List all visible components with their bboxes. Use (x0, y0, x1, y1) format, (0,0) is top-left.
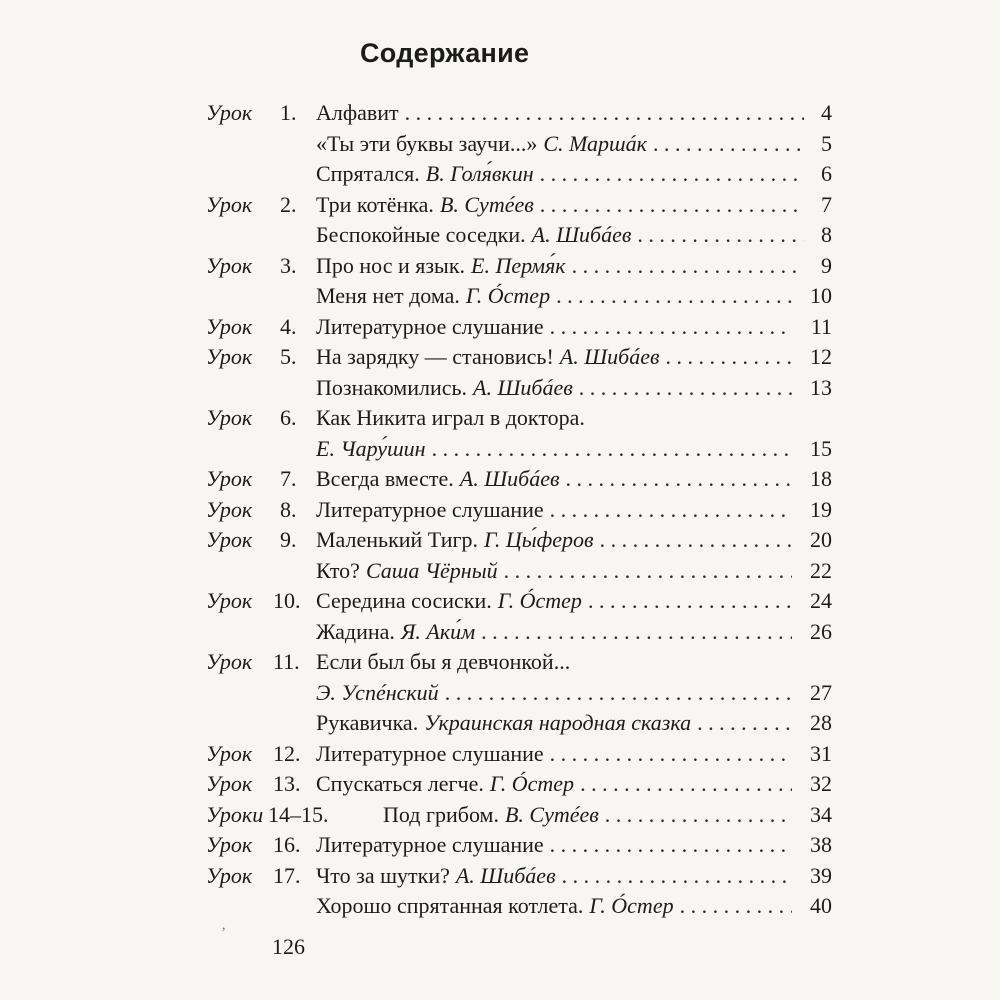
work-title: Как Никита играл в доктора. (316, 405, 585, 430)
work-title: Спрятался. (316, 161, 420, 186)
lesson-label: Урок (206, 466, 253, 491)
leader-dots (697, 708, 792, 739)
toc-entry (0, 800, 1000, 831)
leader-dots (579, 373, 792, 404)
lesson-number: 3. (280, 252, 297, 278)
leader-dots (481, 617, 792, 648)
work-title: Про нос и язык. (316, 252, 466, 278)
work-title: Алфавит (316, 100, 399, 125)
leader-dots (572, 251, 804, 282)
work-title: Познакомились. (316, 374, 468, 400)
leader-dots (556, 281, 792, 312)
lesson-label: Урок (206, 588, 253, 613)
leader-dots (566, 464, 792, 495)
lesson-label: Урок (206, 771, 253, 796)
work-title: Рукавичка. (316, 710, 419, 735)
toc-entry (0, 190, 1000, 221)
entry-text (316, 251, 804, 282)
work-title: Кто? (316, 557, 360, 583)
lesson-number: 12. (273, 740, 301, 766)
leader-dots (653, 129, 804, 160)
work-author: В. Сутéев (439, 191, 534, 217)
work-title: Хорошо спрятанная котлета. (316, 893, 584, 918)
toc-entry (0, 342, 1000, 373)
entry-text (316, 617, 792, 648)
leader-dots (588, 586, 792, 617)
page-reference: 19 (810, 496, 832, 522)
leader-dots (405, 98, 804, 129)
page-reference: 38 (810, 832, 832, 857)
work-author: Г. Цы́феров (484, 527, 594, 552)
work-title: Литературное слушание (316, 740, 544, 766)
leader-dots (666, 342, 792, 373)
leader-dots (600, 525, 792, 556)
entry-text (316, 525, 792, 556)
leader-dots (580, 769, 792, 800)
lesson-number: 5. (280, 344, 297, 369)
leader-dots (432, 434, 792, 465)
entry-text (316, 434, 792, 465)
lesson-label: Урок (206, 313, 253, 339)
page-reference: 26 (810, 618, 832, 644)
entry-text (316, 281, 792, 312)
entry-text (316, 586, 792, 617)
work-title: Жадина. (316, 618, 395, 644)
toc-entry (0, 678, 1000, 709)
entry-text (316, 830, 792, 861)
work-author: Г. Óстер (489, 771, 575, 796)
work-title: Что за шутки? (316, 862, 450, 888)
work-title: Меня нет дома. (316, 283, 460, 308)
entry-text (316, 769, 792, 800)
work-author: Э. Успéнский (316, 679, 439, 705)
toc-entry (0, 556, 1000, 587)
toc-entry (0, 464, 1000, 495)
entry-text (316, 495, 792, 526)
toc-entry (0, 891, 1000, 922)
work-author: Саша Чёрный (365, 557, 498, 583)
work-title: Если был бы я девчонкой... (316, 649, 571, 674)
page-reference: 8 (821, 222, 832, 247)
work-title: На зарядку — становись! (316, 344, 554, 369)
entry-text (316, 312, 792, 343)
leader-dots (550, 312, 792, 343)
entry-text (316, 342, 792, 373)
work-author: А. Шибáев (455, 862, 556, 888)
lesson-label: Урок (206, 527, 253, 552)
lesson-number: 7. (280, 466, 297, 491)
leader-dots (504, 556, 792, 587)
toc-entry (0, 403, 1000, 434)
lesson-label: Урок (206, 344, 253, 369)
work-title: Литературное слушание (316, 832, 544, 857)
page-reference: 32 (810, 771, 832, 796)
page-reference: 10 (810, 283, 832, 308)
page-reference: 12 (810, 344, 832, 369)
lesson-number: 13. (273, 771, 301, 796)
lesson-number: 6. (280, 405, 297, 430)
toc-entry (0, 159, 1000, 190)
work-title: Середина сосиски. (316, 588, 492, 613)
lesson-number: 14–15. (268, 801, 329, 827)
toc-entry (0, 708, 1000, 739)
toc-entry (0, 251, 1000, 282)
entry-text (316, 373, 792, 404)
page-reference: 13 (810, 374, 832, 400)
page-reference: 5 (821, 130, 832, 156)
entry-text (316, 220, 804, 251)
lesson-label: Урок (206, 100, 253, 125)
toc-entry (0, 281, 1000, 312)
ink-mark: , (222, 918, 226, 933)
work-author: В. Сутéев (504, 801, 599, 827)
work-title: «Ты эти буквы заучи...» (316, 130, 538, 156)
work-title: Беспокойные соседки. (316, 222, 526, 247)
entry-text (316, 708, 792, 739)
work-author: Г. Óстер (465, 283, 551, 308)
work-author: Украинская народная сказка (424, 710, 692, 735)
lesson-label: Урок (206, 862, 253, 888)
toc-entry (0, 220, 1000, 251)
page-reference: 28 (810, 710, 832, 735)
page-number: 126 (272, 934, 305, 959)
page-reference: 15 (810, 435, 832, 461)
page-reference: 22 (810, 557, 832, 583)
toc-entry (0, 312, 1000, 343)
toc-entry (0, 769, 1000, 800)
entry-text (316, 861, 792, 892)
leader-dots (540, 190, 804, 221)
toc-entry (0, 586, 1000, 617)
page-reference: 24 (810, 588, 832, 613)
lesson-number: 9. (280, 527, 297, 552)
page-reference: 39 (810, 862, 832, 888)
page-reference: 34 (810, 801, 832, 827)
work-author: Г. Óстер (497, 588, 582, 613)
page-reference: 9 (821, 252, 832, 278)
leader-dots (637, 220, 804, 251)
entry-text (316, 403, 830, 434)
entry-text (316, 190, 804, 221)
toc-entry (0, 495, 1000, 526)
toc-entry (0, 525, 1000, 556)
entry-text (383, 800, 792, 831)
leader-dots (562, 861, 792, 892)
work-author: А. Шибáев (459, 466, 560, 491)
work-author: Е. Пермя́к (471, 252, 566, 278)
entry-text (316, 98, 804, 129)
lesson-label: Урок (206, 649, 253, 674)
entry-text (316, 739, 792, 770)
lesson-number: 10. (273, 588, 301, 613)
page-reference: 20 (810, 527, 832, 552)
page-reference: 27 (810, 679, 832, 705)
page-reference: 7 (821, 191, 832, 217)
work-author: С. Маршáк (543, 130, 647, 156)
work-author: В. Голя́вкин (425, 161, 534, 186)
toc-entry (0, 129, 1000, 160)
lesson-number: 4. (280, 313, 297, 339)
entry-text (316, 556, 792, 587)
lesson-label: Урок (206, 191, 253, 217)
entry-text (316, 678, 792, 709)
toc-entry (0, 617, 1000, 648)
lesson-label: Урок (206, 740, 253, 766)
toc-entry (0, 98, 1000, 129)
page-reference: 11 (810, 313, 832, 339)
work-title: Спускаться легче. (316, 771, 484, 796)
lesson-number: 11. (273, 649, 300, 674)
leader-dots (550, 495, 792, 526)
work-author: А. Шибáев (531, 222, 632, 247)
toc-entry (0, 647, 1000, 678)
page-reference: 18 (810, 466, 832, 491)
work-title: Всегда вместе. (316, 466, 454, 491)
page-title: Содержание (360, 38, 530, 68)
toc-entry (0, 373, 1000, 404)
lesson-label: Урок (206, 252, 253, 278)
page-reference: 4 (821, 100, 832, 125)
leader-dots (680, 891, 792, 922)
page-reference: 40 (810, 893, 832, 918)
work-author: Г. Óстер (589, 893, 674, 918)
lesson-number: 1. (280, 100, 297, 125)
toc-entry (0, 434, 1000, 465)
work-author: Я. Аки́м (400, 618, 476, 644)
entry-text (316, 159, 804, 190)
page-reference: 31 (810, 740, 832, 766)
leader-dots (550, 739, 792, 770)
page-reference: 6 (821, 161, 832, 186)
entry-text (316, 464, 792, 495)
lesson-label: Урок (206, 496, 253, 522)
work-title: Маленький Тигр. (316, 527, 478, 552)
lesson-number: 16. (273, 832, 301, 857)
leader-dots (550, 830, 792, 861)
work-title: Литературное слушание (316, 496, 544, 522)
table-of-contents (0, 98, 1000, 922)
work-author: Е. Чару́шин (316, 435, 426, 461)
toc-entry (0, 830, 1000, 861)
work-title: Литературное слушание (316, 313, 544, 339)
work-author: А. Шибáев (473, 374, 573, 400)
leader-dots (605, 800, 792, 831)
work-title: Три котёнка. (316, 191, 434, 217)
lesson-number: 8. (280, 496, 297, 522)
lesson-label: Уроки (206, 801, 264, 827)
lesson-label: Урок (206, 405, 253, 430)
work-author: А. Шибáев (559, 344, 660, 369)
lesson-number: 2. (280, 191, 297, 217)
entry-text (316, 129, 804, 160)
toc-entry (0, 739, 1000, 770)
leader-dots (540, 159, 804, 190)
lesson-label: Урок (206, 832, 253, 857)
entry-text (316, 891, 792, 922)
lesson-number: 17. (273, 862, 301, 888)
leader-dots (445, 678, 792, 709)
entry-text (316, 647, 830, 678)
work-title: Под грибом. (383, 801, 499, 827)
toc-entry (0, 861, 1000, 892)
